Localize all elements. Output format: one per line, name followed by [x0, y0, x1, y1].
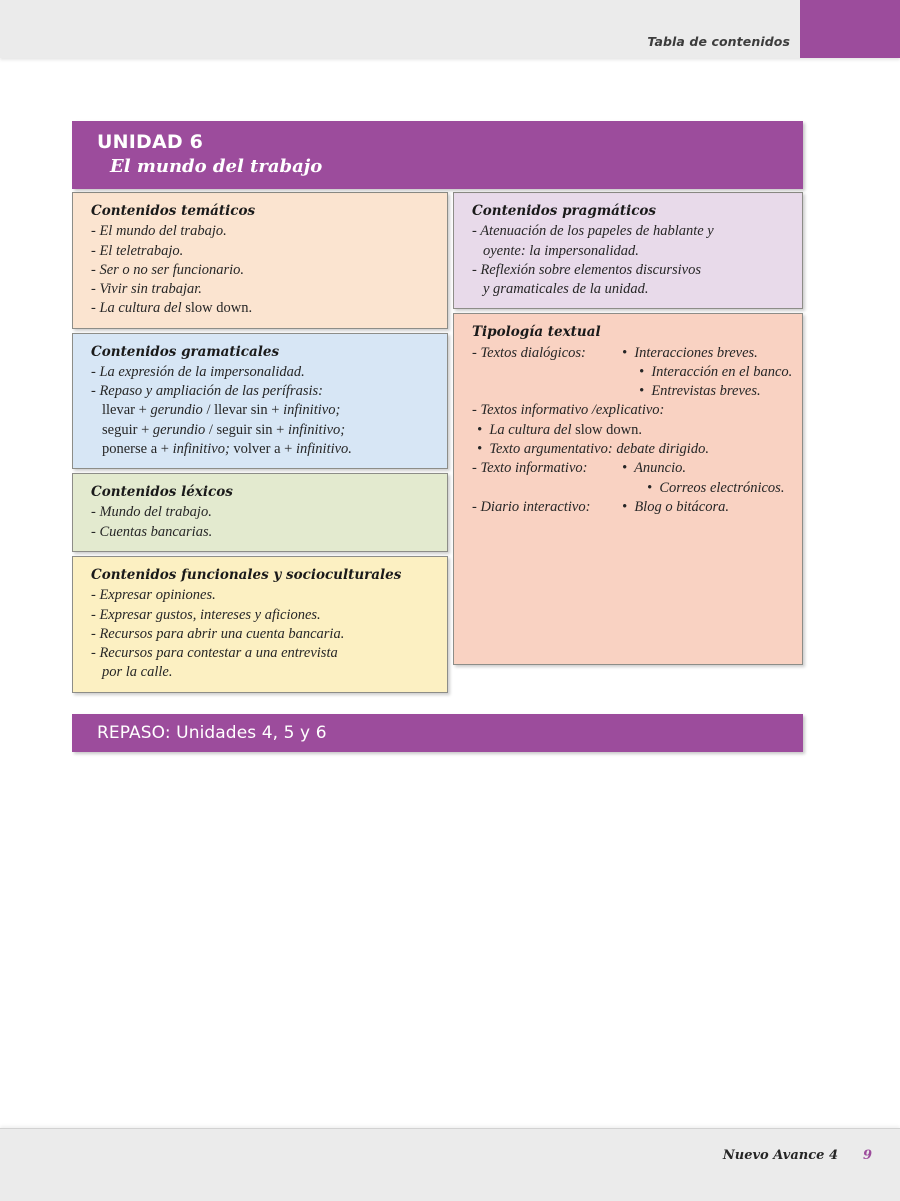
list-item: [91, 299, 437, 318]
left-column: [72, 192, 448, 693]
book-title: Nuevo Avance 4: [722, 1148, 838, 1163]
list-item: - Reflexión sobre elementos discursivos: [472, 261, 701, 278]
verb: llevar: [102, 402, 136, 419]
panel-contenidos-gramaticales: [72, 333, 448, 470]
list-item: - Ser o no ser funcionario.: [91, 261, 245, 278]
panel-tipologia-textual: [453, 313, 803, 665]
plus: +: [135, 402, 151, 419]
page-number: 9: [862, 1148, 872, 1163]
unit-block: [72, 121, 803, 693]
tipologia-row: [472, 363, 792, 382]
list-item: - Expresar gustos, intereses y aficiones.: [91, 606, 321, 623]
verb: seguir: [102, 421, 138, 438]
tipologia-row: [472, 498, 792, 517]
tipologia-row: [472, 479, 792, 498]
section-title: Tabla de contenidos: [647, 34, 790, 49]
list-item: - El teletrabajo.: [91, 242, 184, 259]
tipologia-label: [472, 363, 639, 382]
bullet-upright-part: slow down: [575, 421, 639, 438]
tipologia-label: - Diario interactivo:: [472, 498, 591, 515]
list-item-continuation: por la calle.: [102, 664, 173, 681]
repaso-label: REPASO: Unidades 4, 5 y 6: [97, 723, 327, 743]
panel-title: Tipología textual: [472, 324, 601, 341]
bullet-italic-part: La cultura del: [489, 421, 576, 438]
content-columns: [72, 192, 803, 693]
panel-title: Contenidos funcionales y socioculturales: [91, 567, 402, 584]
unit-number: UNIDAD 6: [97, 131, 204, 153]
tipologia-label: - Texto informativo:: [472, 460, 588, 477]
tipologia-label: - Textos dialógicos:: [472, 344, 586, 361]
perifrasis-row: [91, 440, 437, 459]
bullet-glyph-icon: •: [622, 498, 635, 515]
unit-title: El mundo del trabajo: [110, 155, 323, 177]
item-upright-part: slow down: [185, 300, 249, 317]
panel-title: Contenidos gramaticales: [91, 343, 280, 360]
tipologia-row: [472, 382, 792, 401]
perifrasis-row: [91, 421, 437, 440]
form: infinitivo;: [283, 402, 341, 419]
plus: +: [280, 440, 296, 457]
form: infinitivo;: [172, 440, 230, 457]
list-item: - Repaso y ampliación de las perífrasis:: [91, 383, 323, 400]
form: gerundio: [152, 421, 206, 438]
header-accent-tab: [800, 0, 900, 58]
list-item: - Recursos para abrir una cuenta bancaria.: [91, 625, 345, 642]
plus: +: [267, 402, 284, 419]
tipologia-subheading: - Textos informativo /explicativo:: [472, 402, 665, 419]
tipologia-row: [472, 459, 792, 478]
right-column: [453, 192, 803, 665]
panel-title: Contenidos temáticos: [91, 203, 256, 219]
tipologia-value: • Entrevistas breves.: [639, 383, 761, 400]
list-item: - Recursos para contestar a una entrevista: [91, 645, 338, 662]
plus: +: [157, 440, 173, 457]
verb: ponerse a: [102, 440, 158, 457]
list-item: - Expresar opiniones.: [91, 587, 216, 604]
value-italic-part: o bitácora.: [661, 498, 729, 515]
tipologia-value: • Anuncio.: [622, 460, 687, 477]
list-item: - El mundo del trabajo.: [91, 223, 227, 240]
bullet-glyph-icon: •: [477, 421, 490, 438]
value-upright-part: Blog: [634, 498, 662, 515]
bullet-tail: .: [638, 421, 642, 438]
item-italic-part: - La cultura del: [91, 300, 186, 317]
form: infinitivo;: [287, 421, 346, 438]
unit-header: [72, 121, 803, 189]
page-footer-band: [0, 1128, 900, 1201]
tipologia-value: • Interacción en el banco.: [639, 363, 793, 380]
tipologia-value: • Correos electrónicos.: [647, 479, 785, 496]
panel-contenidos-lexicos: [72, 473, 448, 552]
tipologia-bullet: • Texto argumentativo: debate dirigido.: [477, 440, 709, 457]
page-header-band: [0, 0, 900, 58]
list-item-continuation: y gramaticales de la unidad.: [483, 281, 649, 298]
plus: +: [137, 421, 153, 438]
list-item: - Atenuación de los papeles de hablante y: [472, 223, 714, 240]
repaso-banner: [72, 714, 803, 752]
verb: seguir sin: [216, 421, 273, 438]
list-item: - Vivir sin trabajar.: [91, 281, 202, 298]
form: infinitivo.: [295, 440, 352, 457]
verb: llevar sin: [214, 402, 268, 419]
tipologia-row: [472, 344, 792, 363]
tipologia-bullet: [472, 421, 792, 440]
panel-contenidos-funcionales: [72, 556, 448, 693]
panel-contenidos-tematicos: [72, 192, 448, 329]
sep: /: [205, 421, 217, 438]
panel-title: Contenidos pragmáticos: [472, 203, 657, 219]
form: gerundio: [150, 402, 203, 419]
panel-contenidos-pragmaticos: [453, 192, 803, 309]
list-item: - Mundo del trabajo.: [91, 504, 212, 521]
list-item: - La expresión de la impersonalidad.: [91, 363, 305, 380]
list-item: - Cuentas bancarias.: [91, 523, 213, 540]
sep: /: [202, 402, 215, 419]
perifrasis-row: [91, 401, 437, 420]
tipologia-label: [472, 479, 647, 498]
item-tail: .: [248, 300, 253, 317]
tipologia-value: [622, 498, 792, 517]
panel-title: Contenidos léxicos: [91, 484, 233, 501]
tipologia-label: [472, 382, 639, 401]
tipologia-value: • Interacciones breves.: [622, 344, 758, 361]
list-item-continuation: oyente: la impersonalidad.: [483, 242, 639, 259]
plus: +: [272, 421, 288, 438]
verb: volver a: [233, 440, 281, 457]
